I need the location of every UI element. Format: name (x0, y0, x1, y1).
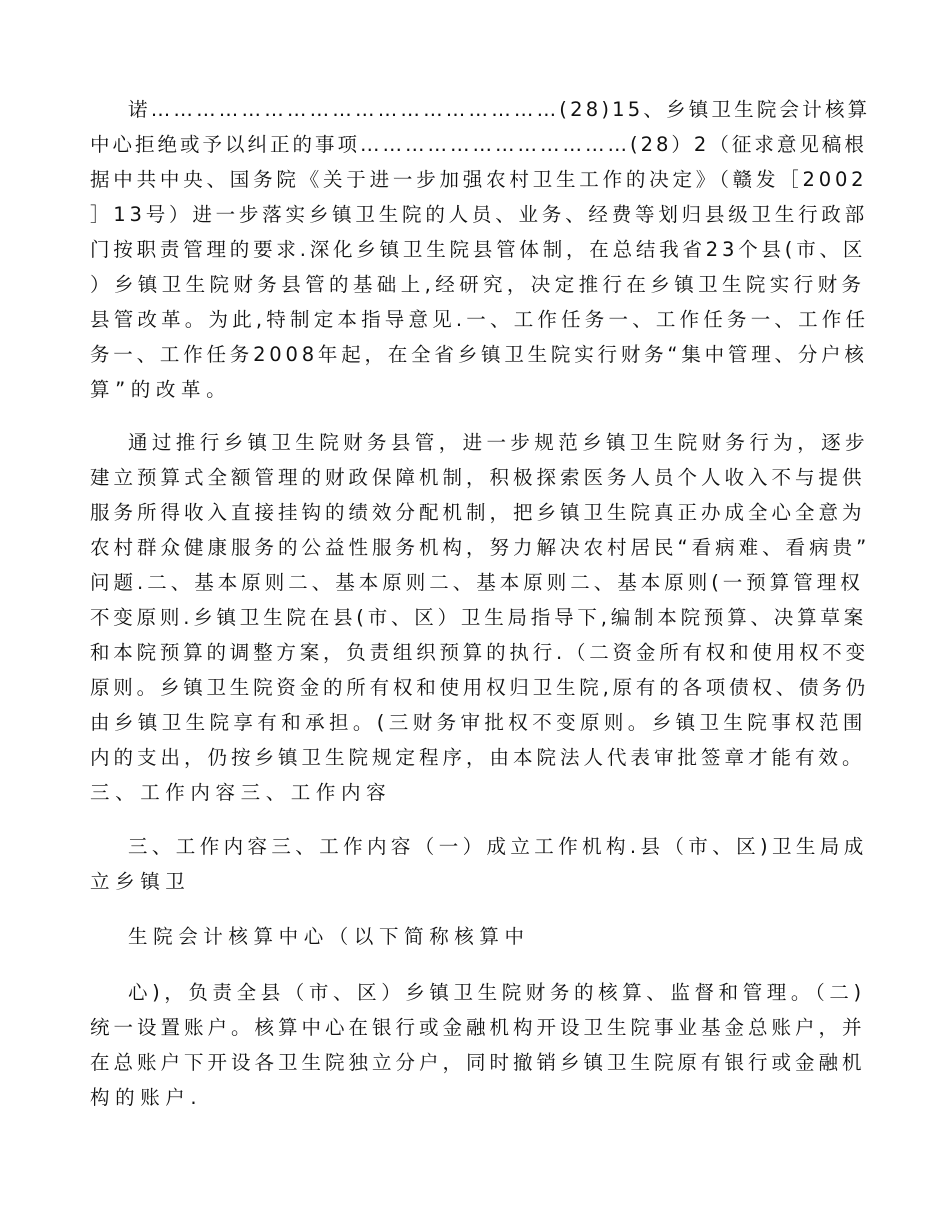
text-line: 三、工作内容三、工作内容 (90, 781, 392, 804)
text-line: 构的账户. (90, 1086, 203, 1109)
text-line: 三、工作内容三、工作内容（一）成立工作机构.县（市、区)卫生局成 (128, 835, 868, 858)
text-line: 不变原则.乡镇卫生院在县(市、区）卫生局指导下,编制本院预算、决算草案 (90, 606, 868, 629)
text-line: 务一、工作任务2008年起，在全省乡镇卫生院实行财务“集中管理、分户核 (90, 343, 868, 366)
text-line: 据中共中央、国务院《关于进一步加强农村卫生工作的决定》（赣发［2002 (90, 168, 868, 191)
text-line: 门按职责管理的要求.深化乡镇卫生院县管体制，在总结我省23个县(市、区 (90, 238, 867, 261)
text-line: 由乡镇卫生院享有和承担。(三财务审批权不变原则。乡镇卫生院事权范围 (90, 711, 867, 734)
text-line: 服务所得收入直接挂钩的绩效分配机制，把乡镇卫生院真正办成全心全意为 (90, 501, 866, 524)
text-line: 诺………………………………………………(28)15、乡镇卫生院会计核算 (128, 98, 871, 121)
text-line: 在总账户下开设各卫生院独立分户，同时撤销乡镇卫生院原有银行或金融机 (90, 1051, 866, 1074)
text-line: 建立预算式全额管理的财政保障机制，积极探索医务人员个人收入不与提供 (90, 466, 866, 489)
text-line: 立乡镇卫 (90, 870, 191, 893)
text-line: 生院会计核算中心（以下简称核算中 (128, 925, 530, 948)
text-line: 心)，负责全县（市、区）乡镇卫生院财务的核算、监督和管理。（二) (128, 981, 866, 1004)
text-line: 内的支出，仍按乡镇卫生院规定程序，由本院法人代表审批签章才能有效。 (90, 746, 866, 769)
text-line: 原则。乡镇卫生院资金的所有权和使用权归卫生院,原有的各项债权、债务仍 (90, 676, 869, 699)
text-line: 算”的改革。 (90, 378, 232, 401)
text-line: 通过推行乡镇卫生院财务县管，进一步规范乡镇卫生院财务行为，逐步 (128, 431, 869, 454)
text-line: ］13号）进一步落实乡镇卫生院的人员、业务、经费等划归县级卫生行政部 (90, 203, 869, 226)
text-line: 问题.二、基本原则二、基本原则二、基本原则二、基本原则(一预算管理权 (90, 571, 864, 594)
text-line: 县管改革。为此,特制定本指导意见.一、工作任务一、工作任务一、工作任 (90, 308, 870, 331)
text-line: 农村群众健康服务的公益性服务机构，努力解决农村居民“看病难、看病贵” (90, 536, 871, 559)
text-line: 统一设置账户。核算中心在银行或金融机构开设卫生院事业基金总账户，并 (90, 1016, 866, 1039)
text-line: ）乡镇卫生院财务县管的基础上,经研究，决定推行在乡镇卫生院实行财务 (90, 273, 866, 296)
text-line: 中心拒绝或予以纠正的事项………………………………(28）2（征求意见稿根 (90, 133, 867, 156)
text-line: 和本院预算的调整方案，负责组织预算的执行.（二资金所有权和使用权不变 (90, 641, 869, 664)
